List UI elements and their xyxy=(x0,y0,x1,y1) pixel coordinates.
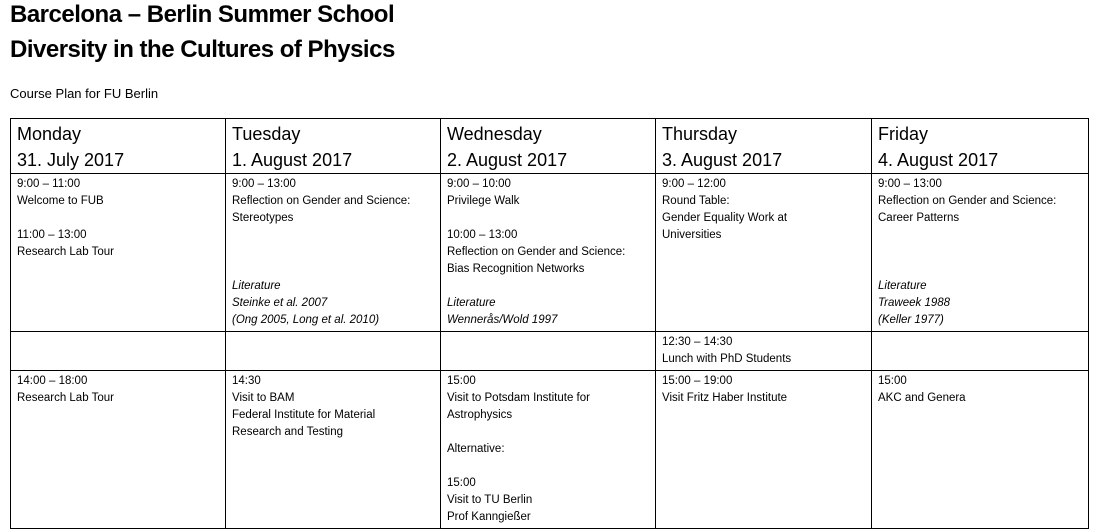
document-subtitle: Course Plan for FU Berlin xyxy=(10,86,159,101)
session-title: Prof Kanngießer xyxy=(447,511,531,523)
session-title: Bias Recognition Networks xyxy=(447,263,585,275)
time-slot: 15:00 xyxy=(447,477,476,489)
day-header-friday xyxy=(872,119,1089,174)
session-title: Visit to BAM xyxy=(232,392,295,404)
time-slot: 14:00 – 18:00 xyxy=(17,375,88,387)
time-slot: 15:00 xyxy=(447,375,476,387)
day-date: 3. August 2017 xyxy=(662,150,783,170)
session-title: Reflection on Gender and Science: xyxy=(878,195,1057,207)
literature-reference: (Ong 2005, Long et al. 2010) xyxy=(232,314,380,326)
time-slot: 9:00 – 13:00 xyxy=(878,178,942,190)
time-slot: 9:00 – 13:00 xyxy=(232,178,296,190)
day-date: 4. August 2017 xyxy=(878,150,999,170)
session-title: Research Lab Tour xyxy=(17,246,114,258)
session-title: Gender Equality Work at xyxy=(662,212,788,224)
day-name: Wednesday xyxy=(447,124,542,144)
wednesday-morning-cell xyxy=(441,174,656,332)
session-title: Stereotypes xyxy=(232,212,294,224)
document-title-line-1: Barcelona – Berlin Summer School xyxy=(10,1,395,28)
alternative-label: Alternative: xyxy=(447,443,505,455)
literature-label: Literature xyxy=(447,297,496,309)
day-name: Tuesday xyxy=(232,124,301,144)
monday-afternoon-cell xyxy=(11,371,226,529)
literature-label: Literature xyxy=(232,280,281,292)
day-header-tuesday xyxy=(226,119,441,174)
document-title-line-2: Diversity in the Cultures of Physics xyxy=(10,36,395,63)
thursday-lunch-cell xyxy=(656,332,872,371)
day-name: Monday xyxy=(17,124,82,144)
literature-reference: Traweek 1988 xyxy=(878,297,951,309)
time-slot: 11:00 – 13:00 xyxy=(17,229,87,241)
session-title: Visit Fritz Haber Institute xyxy=(662,392,788,404)
time-slot: 10:00 – 13:00 xyxy=(447,229,518,241)
thursday-afternoon-cell xyxy=(656,371,872,529)
wednesday-lunch-cell xyxy=(441,332,656,371)
session-title: Universities xyxy=(662,229,722,241)
time-slot: 9:00 – 12:00 xyxy=(662,178,726,190)
session-title: Federal Institute for Material xyxy=(232,409,376,421)
literature-reference: Steinke et al. 2007 xyxy=(232,297,328,309)
thursday-morning-cell xyxy=(656,174,872,332)
friday-morning-cell xyxy=(872,174,1089,332)
session-title: Research and Testing xyxy=(232,426,344,438)
time-slot: 15:00 xyxy=(878,375,907,387)
literature-reference: (Keller 1977) xyxy=(878,314,944,326)
session-title: Career Patterns xyxy=(878,212,960,224)
day-header-thursday xyxy=(656,119,872,174)
session-title: Visit to Potsdam Institute for xyxy=(447,392,590,404)
day-name: Friday xyxy=(878,124,929,144)
session-title: Welcome to FUB xyxy=(17,195,104,207)
tuesday-afternoon-cell xyxy=(226,371,441,529)
session-title: Lunch with PhD Students xyxy=(662,353,792,365)
friday-lunch-cell xyxy=(872,332,1089,371)
literature-reference: Wennerås/Wold 1997 xyxy=(447,314,558,326)
session-title: Research Lab Tour xyxy=(17,392,114,404)
day-header-monday xyxy=(11,119,226,174)
time-slot: 9:00 – 11:00 xyxy=(17,178,81,190)
session-title: Visit to TU Berlin xyxy=(447,494,533,506)
tuesday-morning-cell xyxy=(226,174,441,332)
friday-afternoon-cell xyxy=(872,371,1089,529)
day-date: 2. August 2017 xyxy=(447,150,568,170)
session-title: Reflection on Gender and Science: xyxy=(447,246,626,258)
time-slot: 15:00 – 19:00 xyxy=(662,375,733,387)
afternoon-row xyxy=(11,371,1089,529)
time-slot: 14:30 xyxy=(232,375,261,387)
wednesday-afternoon-cell xyxy=(441,371,656,529)
literature-label: Literature xyxy=(878,280,927,292)
table-header-row xyxy=(11,119,1089,174)
lunch-row xyxy=(11,332,1089,371)
course-plan-table xyxy=(10,118,1089,529)
monday-lunch-cell xyxy=(11,332,226,371)
session-title: Round Table: xyxy=(662,195,730,207)
day-name: Thursday xyxy=(662,124,738,144)
day-date: 1. August 2017 xyxy=(232,150,353,170)
day-header-wednesday xyxy=(441,119,656,174)
session-title: Privilege Walk xyxy=(447,195,520,207)
day-date: 31. July 2017 xyxy=(17,150,125,170)
session-title: Astrophysics xyxy=(447,409,513,421)
time-slot: 12:30 – 14:30 xyxy=(662,336,733,348)
tuesday-lunch-cell xyxy=(226,332,441,371)
session-title: Reflection on Gender and Science: xyxy=(232,195,411,207)
time-slot: 9:00 – 10:00 xyxy=(447,178,511,190)
session-title: AKC and Genera xyxy=(878,392,966,404)
monday-morning-cell xyxy=(11,174,226,332)
morning-row xyxy=(11,174,1089,332)
